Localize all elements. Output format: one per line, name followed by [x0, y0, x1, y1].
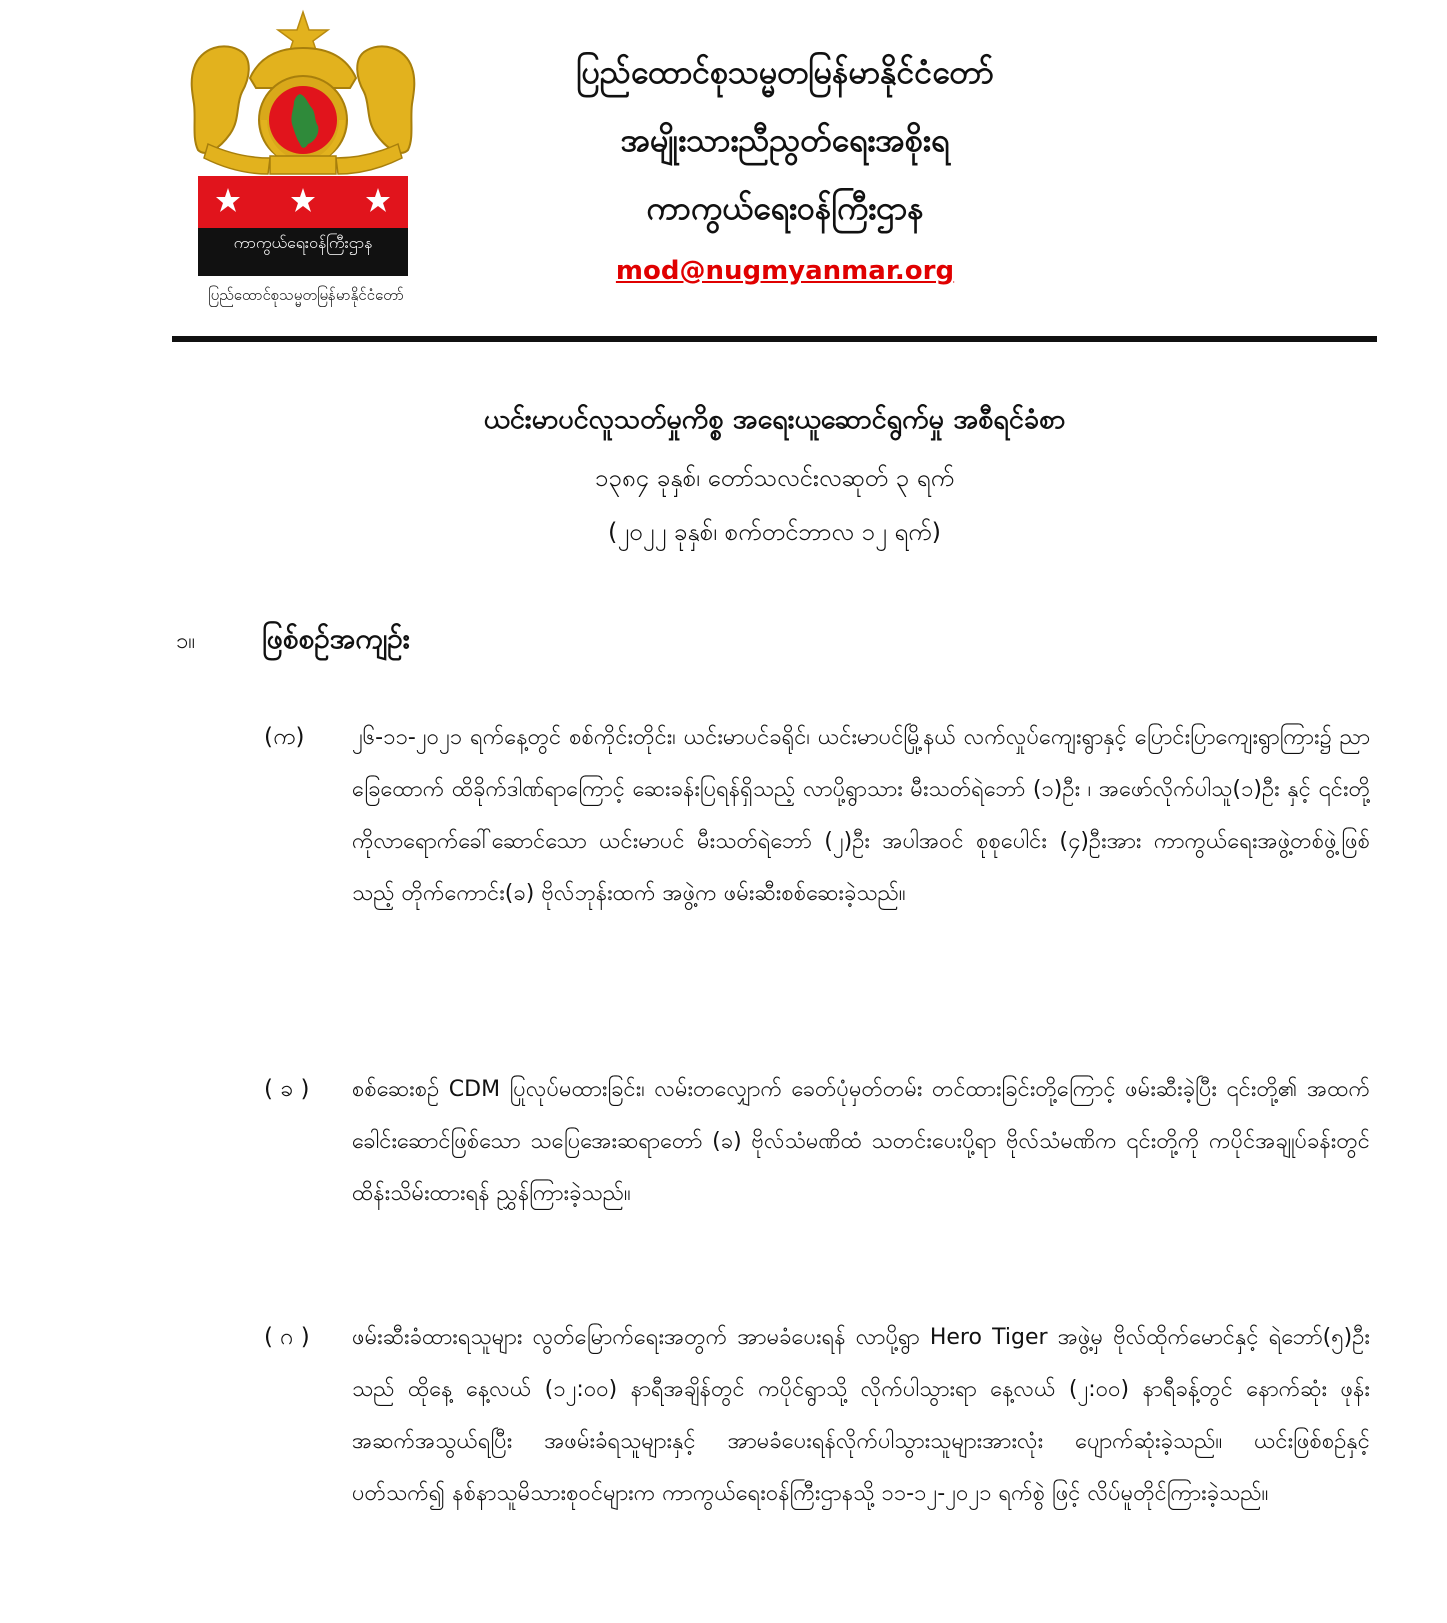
email-link[interactable]: mod@nugmyanmar.org	[615, 256, 955, 286]
section-title: ဖြစ်စဉ်အကျဉ်း	[262, 622, 410, 655]
paragraph-text: ဖမ်းဆီးခံထားရသူများ လွတ်မြောက်ရေးအတွက် အာမခံပေးရန် လာပို့ရွာ Hero Tiger အဖွဲ့မှ ဗိုလ်ထိုက်မောင်နှင့် ရဲဘော်(၅)ဦးသည် ထိုနေ့ နေ့လယ် (၁၂:၀၀) နာရီအချိန်တွင် ကပိုင်ရွာသို့ လိုက်ပါသွားရာ နေ့လယ် (၂:၀၀) နာရီခန့်တွင် နောက်ဆုံး ဖုန်းအဆက်အသွယ်ရပြီး အဖမ်းခံရသူများနှင့် အာမခံပေးရန်လိုက်ပါသွားသူများအားလုံး ပျောက်ဆုံးခဲ့သည်။ ယင်းဖြစ်စဉ်နှင့် ပတ်သက်၍ နစ်နာသူမိသားစုဝင်များက ကာကွယ်ရေးဝန်ကြီးဌာနသို့ ၁၁-၁၂-၂၀၂၁ ရက်စွဲ ဖြင့် လိပ်မူတိုင်ကြားခဲ့သည်။	[352, 1325, 1370, 1506]
paragraph-label: ( ဂ )	[264, 1324, 310, 1350]
date-gregorian: (၂၀၂၂ ခုနှစ်၊ စက်တင်ဘာလ ၁၂ ရက်)	[608, 518, 941, 546]
country-name: ပြည်ထောင်စုသမ္မတမြန်မာနိုင်ငံတော်	[576, 53, 994, 91]
document-title: ယင်းမာပင်လူသတ်မှုကိစ္စ အရေးယူဆောင်ရွက်မှု အစီရင်ခံစာ	[483, 404, 1066, 435]
ministry-name: ကာကွယ်ရေးဝန်ကြီးဌာန	[646, 189, 924, 227]
paragraph-text: စစ်ဆေးစဉ် CDM ပြုလုပ်မထားခြင်း၊ လမ်းတလျှောက် ခေတ်ပုံမှတ်တမ်း တင်ထားခြင်းတို့ကြောင့် ဖမ်းဆီးခဲ့ပြီး ၎င်းတို့၏ အထက်ခေါင်းဆောင်ဖြစ်သော သပြေအေးဆရာတော် (ခ) ဗိုလ်သံမဏိထံ သတင်းပေးပို့ရာ ဗိုလ်သံမဏိက ၎င်းတို့ကို ကပိုင်အချုပ်ခန်းတွင် ထိန်းသိမ်းထားရန် ညွှန်ကြားခဲ့သည်။	[352, 1077, 1370, 1206]
government-name: အမျိုးသားညီညွတ်ရေးအစိုးရ	[620, 121, 950, 159]
section-number: ၁။	[176, 629, 196, 654]
ministry-emblem	[190, 8, 420, 308]
letterhead	[470, 52, 1100, 286]
paragraph-text: ၂၆-၁၁-၂၀၂၁ ရက်နေ့တွင် စစ်ကိုင်းတိုင်း၊ ယင်းမာပင်ခရိုင်၊ ယင်းမာပင်မြို့နယ် လက်လှုပ်ကျေးရွာနှင့် ပြောင်းပြာကျေးရွာကြား၌ ညာခြေထောက် ထိခိုက်ဒါဏ်ရာကြောင့် ဆေးခန်းပြရန်ရှိသည့် လာပို့ရွာသား မီးသတ်ရဲဘော် (၁)ဦး ၊ အဖော်လိုက်ပါသူ(၁)ဦး နှင့် ၎င်းတို့ကိုလာရောက်ခေါ်ဆောင်သော ယင်းမာပင် မီးသတ်ရဲဘော် (၂)ဦး အပါအဝင် စုစုပေါင်း (၄)ဦးအား ကာကွယ်ရေးအဖွဲ့တစ်ဖွဲ့ဖြစ်သည့် တိုက်ကောင်း(ခ) ဗိုလ်ဘုန်းထက် အဖွဲ့က ဖမ်းဆီးစစ်ဆေးခဲ့သည်။	[352, 725, 1370, 906]
emblem-banner-text: ကာကွယ်ရေးဝန်ကြီးဌာန	[233, 233, 373, 252]
date-myanmar-calendar: ၁၃၈၄ ခုနှစ်၊ တော်သလင်းလဆုတ် ၃ ရက်	[594, 464, 955, 492]
header-divider	[172, 336, 1377, 342]
paragraph-label: ( ခ )	[264, 1076, 310, 1102]
emblem-caption: ပြည်ထောင်စုသမ္မတမြန်မာနိုင်ငံတော်	[208, 286, 404, 304]
paragraph-label: (က)	[264, 724, 305, 750]
